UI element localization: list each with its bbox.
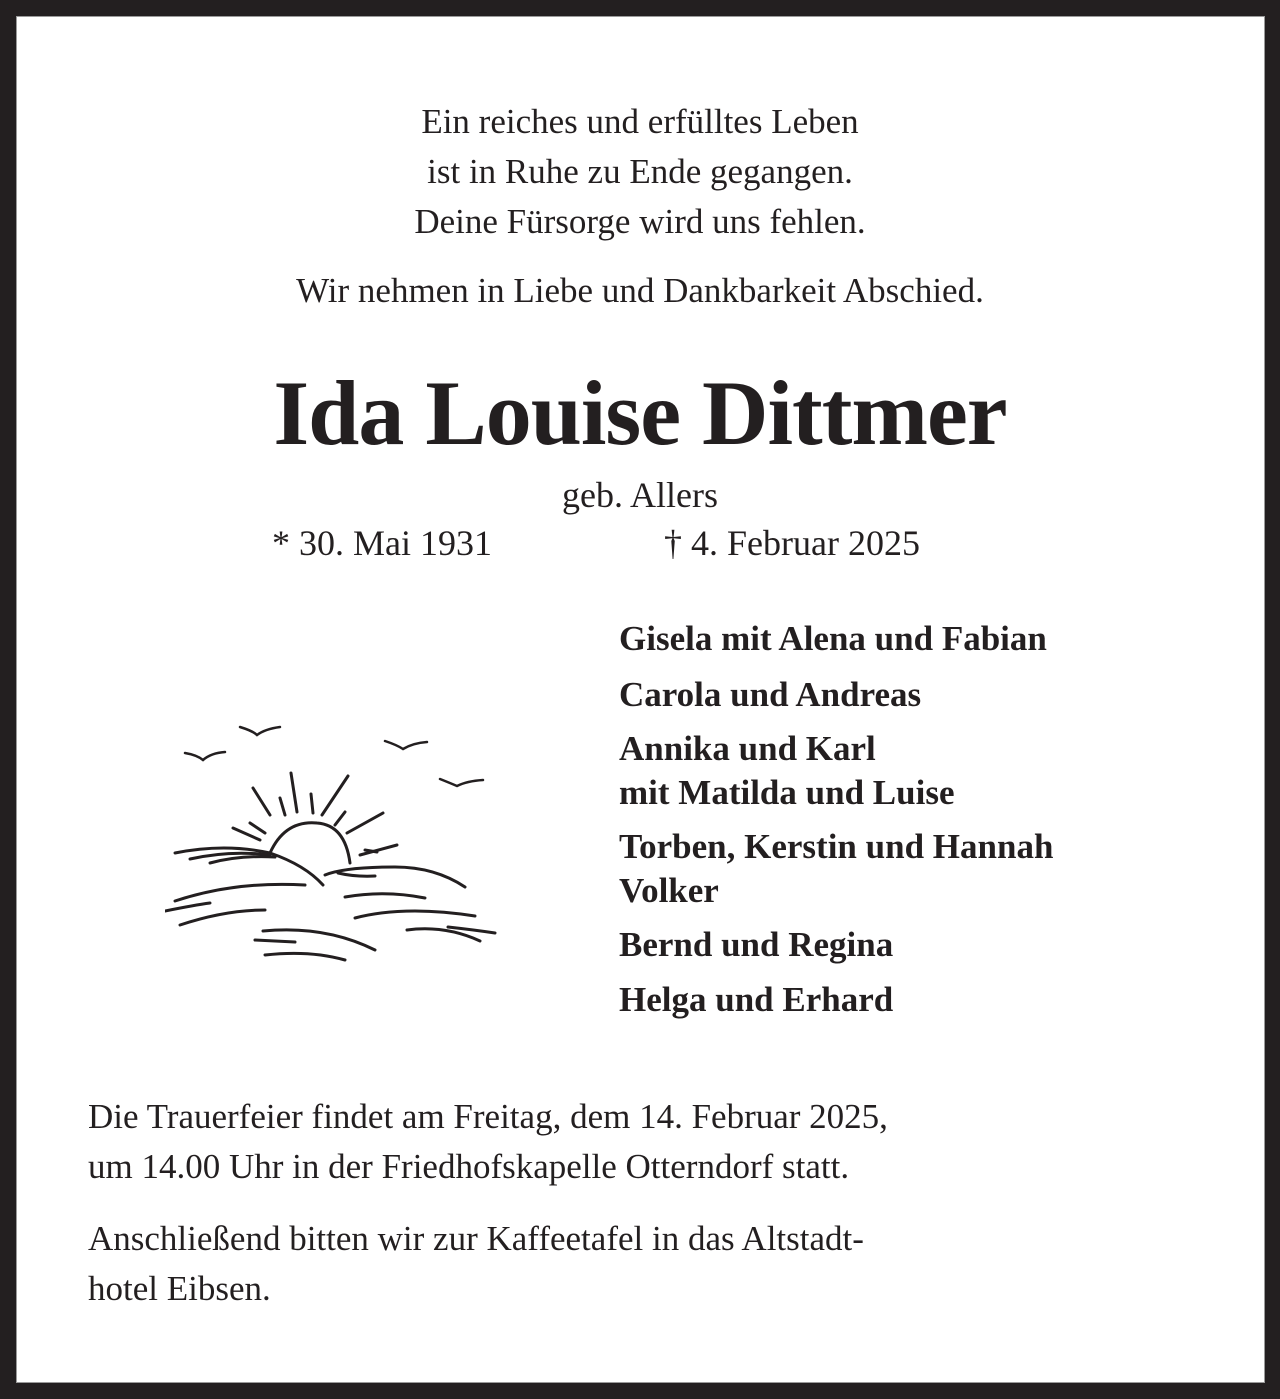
survivor-line: Bernd und Regina [619, 925, 894, 964]
survivor-group [619, 869, 1053, 913]
survivor-group [619, 727, 1053, 815]
death-date: † 4. Februar 2025 [664, 523, 920, 563]
verse-line: ist in Ruhe zu Ende gegangen. [427, 152, 853, 191]
survivor-group [619, 923, 1053, 967]
farewell-line: Wir nehmen in Liebe und Dankbarkeit Abschied. [296, 271, 984, 310]
survivor-line: Carola und Andreas [619, 675, 922, 714]
verse-line: Deine Fürsorge wird uns fehlen. [414, 202, 866, 241]
survivor-line: mit Matilda und Luise [619, 773, 955, 812]
survivor-group [619, 978, 1053, 1022]
reception-info [88, 1214, 864, 1314]
survivor-line: Gisela mit Alena und Fabian [619, 619, 1047, 658]
funeral-info [88, 1092, 888, 1192]
funeral-line: Die Trauerfeier findet am Freitag, dem 14. Februar 2025, [88, 1097, 888, 1136]
birth-date: * 30. Mai 1931 [272, 523, 492, 563]
survivor-group [619, 673, 1053, 717]
survivor-group [619, 617, 1053, 661]
deceased-name: Ida Louise Dittmer [273, 362, 1007, 464]
survivor-group [619, 825, 1053, 869]
maiden-name: geb. Allers [562, 475, 718, 515]
survivor-line: Annika und Karl [619, 729, 876, 768]
survivor-line: Helga und Erhard [619, 980, 894, 1019]
reception-line: hotel Eibsen. [88, 1269, 271, 1308]
survivors-list [619, 617, 1053, 1032]
survivor-line: Torben, Kerstin und Hannah [619, 827, 1054, 866]
reception-line: Anschließend bitten wir zur Kaffeetafel in das Altstadt- [88, 1219, 864, 1258]
funeral-line: um 14.00 Uhr in der Friedhofskapelle Otterndorf statt. [88, 1147, 850, 1186]
survivor-line: Volker [619, 871, 719, 910]
sunset-with-birds-icon [165, 705, 505, 965]
verse-line: Ein reiches und erfülltes Leben [421, 102, 859, 141]
verse [0, 97, 1280, 247]
